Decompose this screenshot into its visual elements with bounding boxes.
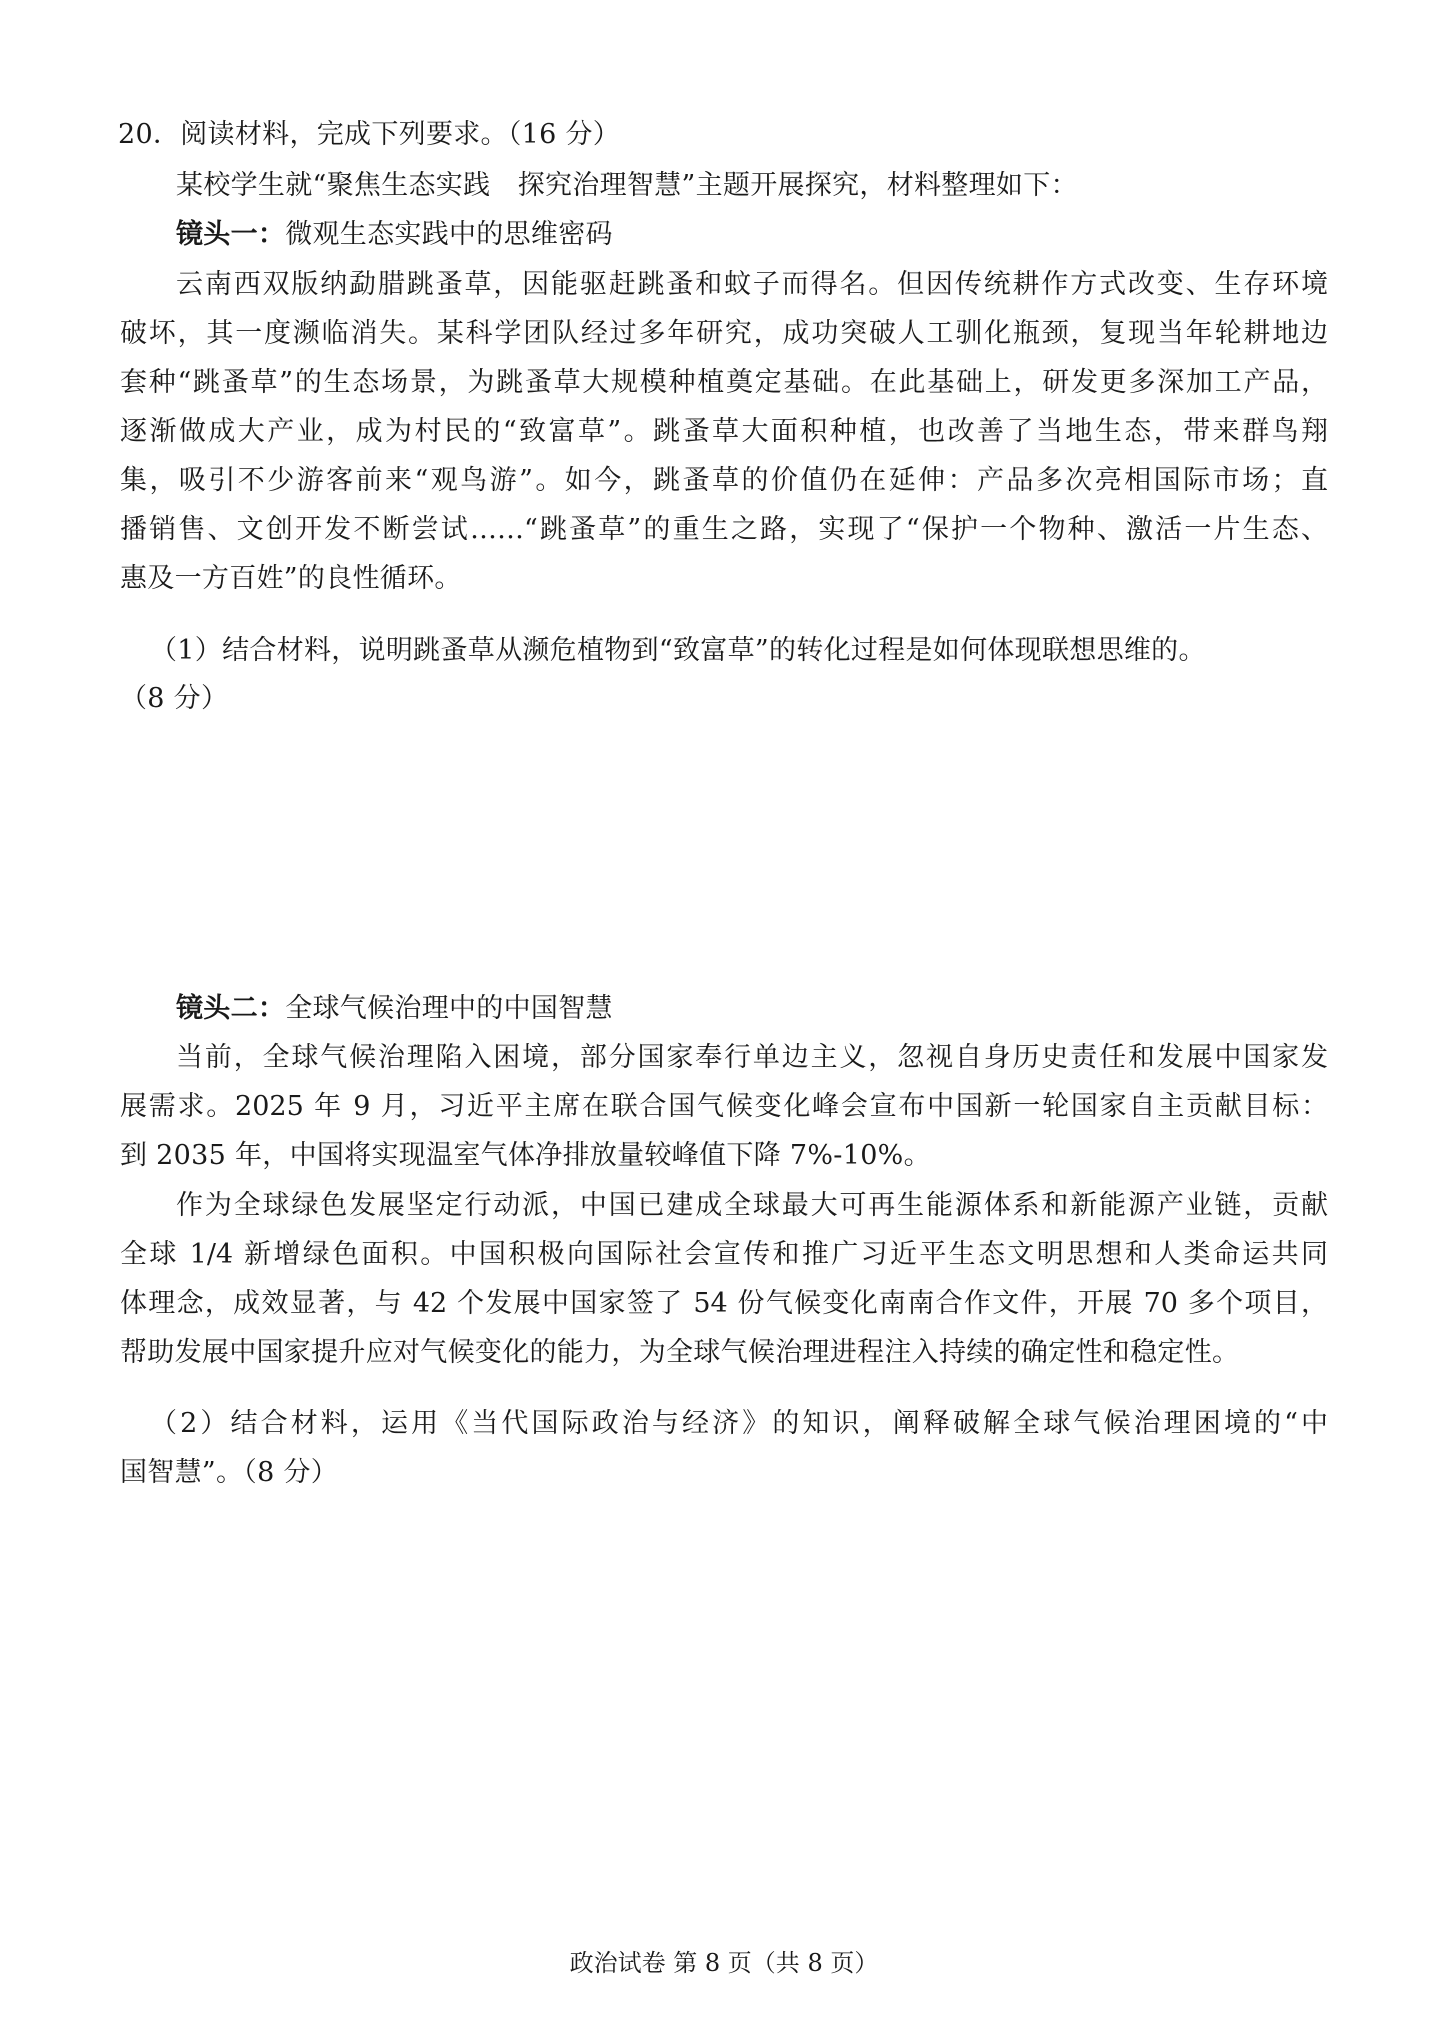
section2-question-cont: 国智慧”。（8 分） <box>120 1457 339 1488</box>
section1-title: 微观生态实践中的思维密码 <box>285 219 613 250</box>
question-header: 20．阅读材料，完成下列要求。（16 分） <box>118 119 621 150</box>
section2-para1-line: 展需求。2025 年 9 月，习近平主席在联合国气候变化峰会宣布中国新一轮国家自主贡献目标： <box>120 1091 1328 1122</box>
section2-question: （2）结合材料，运用《当代国际政治与经济》的知识，阐释破解全球气候治理困境的“中 <box>150 1408 1328 1439</box>
section1-heading <box>176 218 613 252</box>
page-footer: 政治试卷 第 8 页（共 8 页） <box>569 1949 879 1977</box>
section1-question: （1）结合材料，说明跳蚤草从濒危植物到“致富草”的转化过程是如何体现联想思维的。 <box>150 635 1206 666</box>
section1-para-line: 云南西双版纳勐腊跳蚤草，因能驱赶跳蚤和蚊子而得名。但因传统耕作方式改变、生存环境 <box>176 269 1328 300</box>
section2-para1-line: 当前，全球气候治理陷入困境，部分国家奉行单边主义，忽视自身历史责任和发展中国家发 <box>176 1042 1328 1073</box>
section2-title: 全球气候治理中的中国智慧 <box>285 993 613 1024</box>
section2-para2-line: 帮助发展中国家提升应对气候变化的能力，为全球气候治理进程注入持续的确定性和稳定性。 <box>120 1337 1240 1368</box>
section1-para-line: 破坏，其一度濒临消失。某科学团队经过多年研究，成功突破人工驯化瓶颈，复现当年轮耕地边 <box>120 318 1328 349</box>
section1-label: 镜头一： <box>176 219 286 250</box>
section1-para-line: 惠及一方百姓”的良性循环。 <box>120 563 462 594</box>
section2-para2-line: 全球 1/4 新增绿色面积。中国积极向国际社会宣传和推广习近平生态文明思想和人类命运共同 <box>120 1239 1328 1270</box>
section1-para-line: 集，吸引不少游客前来“观鸟游”。如今，跳蚤草的价值仍在延伸：产品多次亮相国际市场；直 <box>120 465 1328 496</box>
question-intro: 某校学生就“聚焦生态实践 探究治理智慧”主题开展探究，材料整理如下： <box>176 170 1078 201</box>
section2-para2-line: 体理念，成效显著，与 42 个发展中国家签了 54 份气候变化南南合作文件，开展 70 多个项目， <box>120 1288 1328 1319</box>
section2-label: 镜头二： <box>176 993 286 1024</box>
section1-question-score: （8 分） <box>120 683 229 714</box>
section1-para-line: 逐渐做成大产业，成为村民的“致富草”。跳蚤草大面积种植，也改善了当地生态，带来群鸟翔 <box>120 416 1328 447</box>
section1-para-line: 套种“跳蚤草”的生态场景，为跳蚤草大规模种植奠定基础。在此基础上，研发更多深加工产品， <box>120 367 1328 398</box>
section2-para1-line: 到 2035 年，中国将实现温室气体净排放量较峰值下降 7%-10%。 <box>120 1140 931 1171</box>
section1-para-line: 播销售、文创开发不断尝试……“跳蚤草”的重生之路，实现了“保护一个物种、激活一片生态、 <box>120 514 1328 545</box>
section2-para2-line: 作为全球绿色发展坚定行动派，中国已建成全球最大可再生能源体系和新能源产业链，贡献 <box>176 1190 1328 1221</box>
section2-heading <box>176 992 613 1026</box>
